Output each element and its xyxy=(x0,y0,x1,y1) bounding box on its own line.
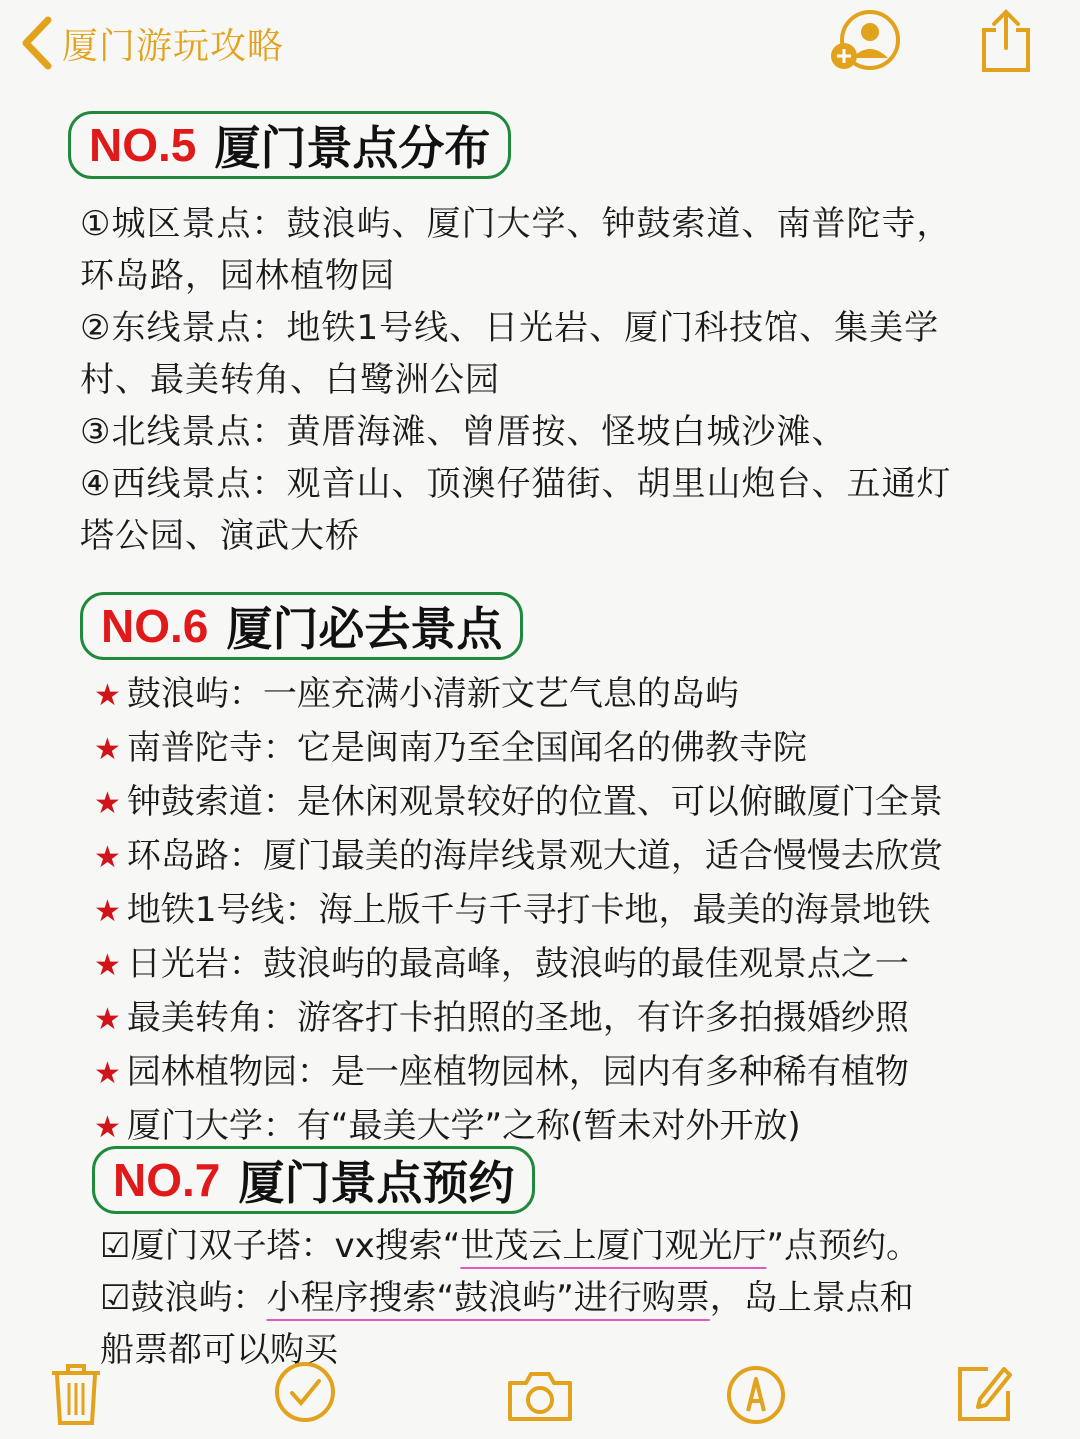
markup-pen-icon[interactable] xyxy=(726,1365,786,1429)
star-icon: ★ xyxy=(94,678,121,713)
list-item: ★ 环岛路：厦门最美的海岸线景观大道，适合慢慢去欣赏 xyxy=(94,836,943,876)
text-line: ☑鼓浪屿：小程序搜索“鼓浪屿”进行购票，岛上景点和 xyxy=(100,1278,914,1318)
star-icon: ★ xyxy=(94,1056,121,1091)
star-icon: ★ xyxy=(94,732,121,767)
trash-icon[interactable] xyxy=(48,1361,104,1431)
text-line: ③北线景点：黄厝海滩、曾厝按、怪坡白城沙滩、 xyxy=(80,412,847,452)
section-number: NO.6 xyxy=(101,600,209,652)
list-item: ★ 厦门大学：有“最美大学”之称(暂未对外开放) xyxy=(94,1106,801,1146)
section-6-list xyxy=(94,668,943,1154)
star-icon: ★ xyxy=(94,948,121,983)
section-heading: 厦门景点分布 xyxy=(214,121,491,175)
share-icon[interactable] xyxy=(978,8,1034,78)
section-5-body xyxy=(80,198,951,562)
section-number: NO.5 xyxy=(89,119,197,171)
section-heading: 厦门景点预约 xyxy=(238,1156,515,1210)
text-line: ②东线景点：地铁1号线、日光岩、厦门科技馆、集美学 xyxy=(80,308,940,348)
back-button[interactable] xyxy=(18,14,284,72)
list-item: ★ 南普陀寺：它是闽南乃至全国闻名的佛教寺院 xyxy=(94,728,807,768)
list-item: ★ 钟鼓索道：是休闲观景较好的位置、可以俯瞰厦门全景 xyxy=(94,782,943,822)
section-6-title xyxy=(80,592,523,660)
list-item: ★ 日光岩：鼓浪屿的最高峰，鼓浪屿的最佳观景点之一 xyxy=(94,944,909,984)
compose-icon[interactable] xyxy=(954,1361,1018,1429)
list-item: ★ 最美转角：游客打卡拍照的圣地，有许多拍摄婚纱照 xyxy=(94,998,909,1038)
section-5-title xyxy=(68,111,511,179)
list-item: ★ 园林植物园：是一座植物园林，园内有多种稀有植物 xyxy=(94,1052,909,1092)
list-item: ★ 鼓浪屿：一座充满小清新文艺气息的岛屿 xyxy=(94,674,739,714)
section-7-body xyxy=(100,1220,920,1376)
add-person-icon[interactable] xyxy=(828,10,904,78)
text-line: 村、最美转角、白鹭洲公园 xyxy=(80,360,500,400)
star-icon: ★ xyxy=(94,840,121,875)
text-line: 船票都可以购买 xyxy=(100,1330,338,1370)
bottom-toolbar xyxy=(0,1355,1080,1439)
text-line: ①城区景点：鼓浪屿、厦门大学、钟鼓索道、南普陀寺， xyxy=(80,204,952,244)
section-number: NO.7 xyxy=(113,1154,221,1206)
chevron-left-icon xyxy=(18,14,54,72)
star-icon: ★ xyxy=(94,1002,121,1037)
text-line: ☑厦门双子塔：vx搜索“世茂云上厦门观光厅”点预约。 xyxy=(100,1226,920,1266)
back-label: 厦门游玩攻略 xyxy=(62,25,285,67)
list-item: ★ 地铁1号线：海上版千与千寻打卡地，最美的海景地铁 xyxy=(94,890,931,930)
top-navigation-bar xyxy=(0,0,1080,95)
text-line: 环岛路，园林植物园 xyxy=(80,256,395,296)
star-icon: ★ xyxy=(94,1110,121,1145)
star-icon: ★ xyxy=(94,786,121,821)
text-line: 塔公园、演武大桥 xyxy=(80,516,360,556)
camera-icon[interactable] xyxy=(506,1369,574,1427)
star-icon: ★ xyxy=(94,894,121,929)
checkmark-icon[interactable] xyxy=(274,1361,336,1427)
text-line: ④西线景点：观音山、顶澳仔猫街、胡里山炮台、五通灯 xyxy=(80,464,952,504)
section-heading: 厦门必去景点 xyxy=(226,602,503,656)
section-7-title xyxy=(92,1146,535,1214)
